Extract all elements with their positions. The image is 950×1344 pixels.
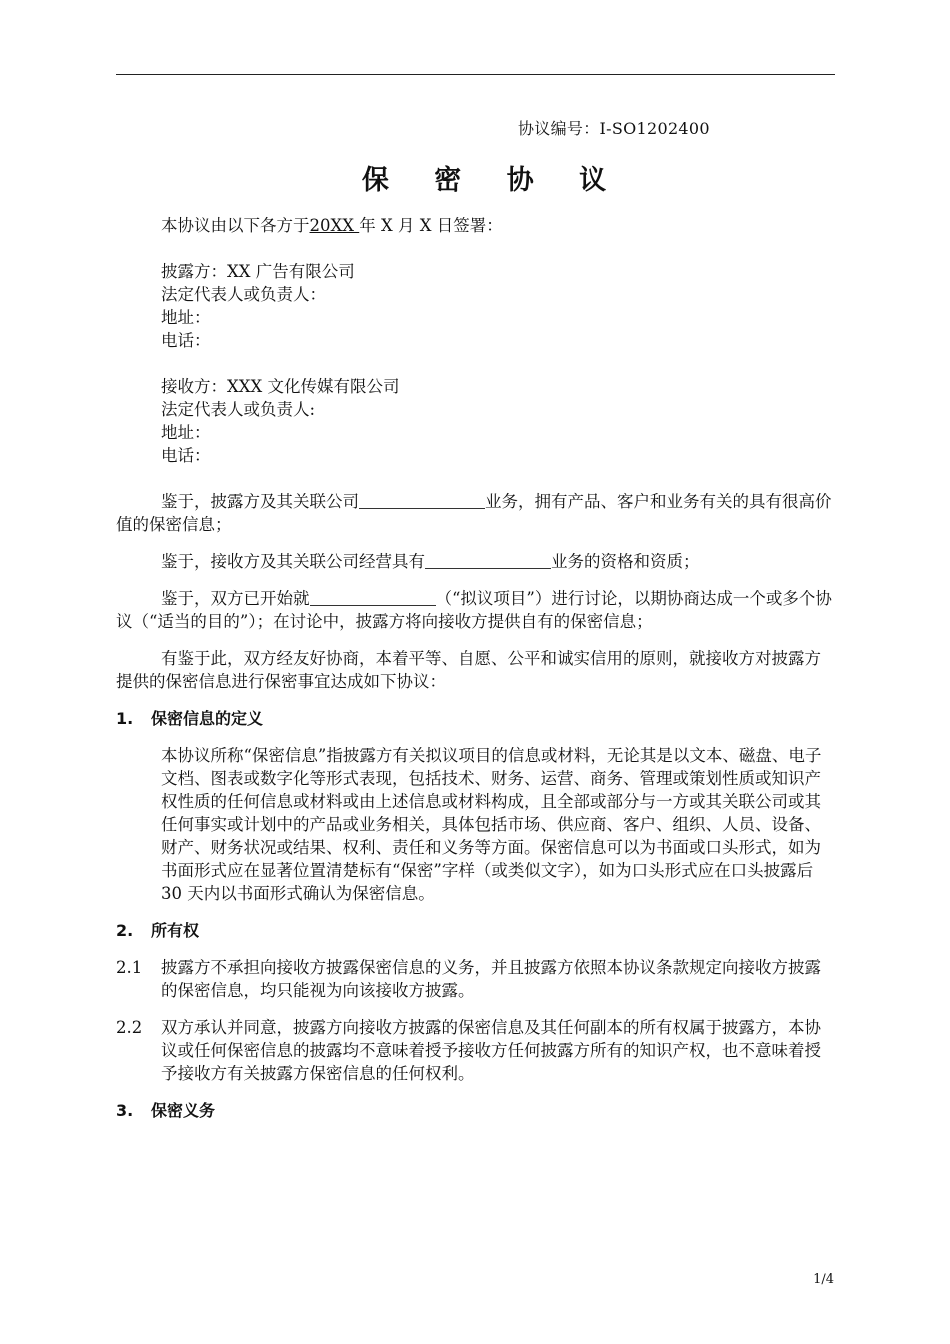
clause-2-2 [116, 1016, 836, 1085]
intro-suffix: 年 X 月 X 日签署： [359, 216, 503, 235]
document-title: 保 密 协 议 [361, 165, 625, 196]
recital-3 [116, 587, 836, 633]
blank-field [359, 492, 485, 509]
agreement-number: 协议编号：I-SO1202400 [518, 119, 710, 138]
receiver-phone: 电话： [161, 446, 211, 465]
clause-2-1-text: 披露方不承担向接收方披露保密信息的义务，并且披露方依照本协议条款规定向接收方披露的保密信息，均只能视为向该接收方披露。 [161, 958, 821, 1000]
discloser-rep: 法定代表人或负责人： [161, 285, 326, 304]
intro-year: 20XX [309, 216, 360, 235]
recital-2-a: 鉴于，接收方及其关联公司经营具有 [161, 552, 425, 571]
discloser-block [116, 260, 836, 352]
section-3-title: 保密义务 [151, 1101, 216, 1120]
intro-prefix: 本协议由以下各方于 [161, 216, 310, 235]
section-2-number: 2. [116, 921, 134, 940]
recital-3-a: 鉴于，双方已开始就 [161, 589, 310, 608]
section-3-heading [116, 1099, 836, 1122]
section-1-number: 1. [116, 709, 134, 728]
clause-2-2-text: 双方承认并同意，披露方向接收方披露的保密信息及其任何副本的所有权属于披露方，本协议或任何保密信息的披露均不意味着授予接收方任何披露方所有的知识产权，也不意味着授予接收方有关披露方保密信息的任何权利。 [161, 1018, 821, 1083]
header-rule [116, 74, 835, 75]
document-body [116, 214, 836, 1122]
recital-3-b: （“拟议项目”）进行讨论，以期协商达成一个或多个协议（“适当的目的”）；在讨论中，披露方将向接收方提供自有的保密信息； [116, 589, 832, 631]
discloser-phone: 电话： [161, 331, 211, 350]
clause-2-1 [116, 956, 836, 1002]
recital-2 [116, 550, 836, 573]
receiver-rep: 法定代表人或负责人: [161, 400, 316, 419]
recital-1 [116, 490, 836, 536]
receiver-block [116, 375, 836, 467]
intro-line [116, 214, 836, 237]
page-number: 1/4 [813, 1272, 834, 1287]
discloser-address: 地址： [161, 308, 211, 327]
section-1-heading [116, 707, 836, 730]
section-2-title: 所有权 [151, 921, 200, 940]
recital-2-b: 业务的资格和资质； [551, 552, 700, 571]
recital-1-b: 业务，拥有产品、客户和业务有关的具有很高价值的保密信息； [116, 492, 832, 534]
blank-field [310, 589, 436, 606]
discloser-name: 披露方：XX 广告有限公司 [161, 262, 355, 281]
recital-1-a: 鉴于，披露方及其关联公司 [161, 492, 359, 511]
section-1-body: 本协议所称“保密信息”指披露方有关拟议项目的信息或材料，无论其是以文本、磁盘、电子文档、图表或数字化等形式表现，包括技术、财务、运营、商务、管理或策划性质或知识产权性质的任何信息或材料或由上述信息或材料构成，且全部或部分与一方或其关联公司或其任何事实或计划中的产品或业务相关，具体包括市场、供应商、客户、组织、人员、设备、财产、财务状况或结果、权利、责任和义务等方面。保密信息可以为书面或口头形式，如为书面形式应在显著位置清楚标有“保密”字样（或类似文字），如为口头形式应在口头披露后 30 天内以书面形式确认为保密信息。 [161, 746, 822, 903]
receiver-name: 接收方：XXX 文化传媒有限公司 [161, 377, 400, 396]
recital-4: 有鉴于此，双方经友好协商，本着平等、自愿、公平和诚实信用的原则，就接收方对披露方提供的保密信息进行保密事宜达成如下协议： [116, 649, 821, 691]
clause-2-1-number: 2.1 [116, 958, 143, 977]
receiver-address: 地址： [161, 423, 211, 442]
section-2-heading [116, 919, 836, 942]
clause-2-2-number: 2.2 [116, 1018, 143, 1037]
section-1-title: 保密信息的定义 [151, 709, 264, 728]
section-3-number: 3. [116, 1101, 134, 1120]
blank-field [425, 552, 551, 569]
